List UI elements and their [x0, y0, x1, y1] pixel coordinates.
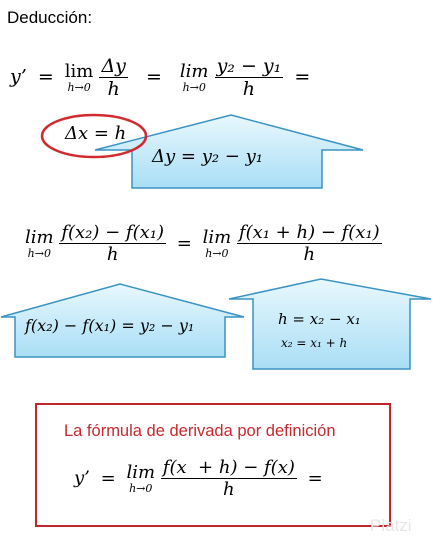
frac-den: h — [242, 78, 256, 100]
definition-equation — [74, 457, 328, 500]
lim-word: lim — [64, 60, 94, 82]
equals-sign: = — [294, 65, 311, 88]
frac-den: h — [106, 244, 119, 265]
fraction-fx1h-fx1 — [237, 222, 382, 265]
arrow3-line2: x₂ = x₁ + h — [281, 336, 348, 350]
lim-word: lim — [179, 60, 209, 82]
frac-den: h — [107, 78, 120, 100]
frac-num: Δy — [101, 55, 126, 77]
callout-arrow-delta-y — [0, 0, 443, 200]
derivative-equation-2 — [25, 222, 382, 265]
lim-sub: h→0 — [129, 481, 153, 495]
definition-box — [35, 403, 391, 527]
fraction-fx2-fx1 — [59, 222, 166, 265]
equals-sign: = — [145, 65, 162, 88]
arrow2-text: f(x₂) − f(x₁) = y₂ − y₁ — [25, 316, 195, 335]
lim-word: lim — [25, 226, 54, 248]
arrow1-text: Δy = y₂ − y₁ — [152, 146, 263, 167]
frac-num: f(x + h) − f(x) — [162, 457, 295, 478]
definition-label: La fórmula de derivada por definición — [64, 422, 336, 440]
watermark: Platzi — [370, 516, 412, 535]
circled-delta-x — [40, 113, 150, 159]
frac-num: f(x₁ + h) − f(x₁) — [238, 222, 380, 243]
frac-den: h — [223, 479, 235, 500]
callout-arrows-row — [0, 270, 443, 380]
limit-def — [126, 461, 156, 495]
equals-sign: = — [307, 467, 323, 489]
lim-word: lim — [202, 226, 232, 248]
arrow-shape — [0, 0, 443, 200]
lim-sub: h→0 — [182, 80, 206, 94]
lim-sub: h→0 — [67, 80, 91, 94]
y-prime: y’ — [74, 467, 90, 489]
limit-4 — [202, 226, 232, 260]
equals-sign: = — [37, 65, 54, 88]
frac-num: y₂ − y₁ — [216, 55, 282, 77]
lim-sub: h→0 — [27, 246, 51, 260]
equals-sign: = — [100, 467, 116, 489]
delta-x-text: Δx = h — [65, 123, 127, 144]
fraction-definition — [161, 457, 297, 500]
page-title: Deducción: — [7, 8, 93, 27]
frac-num: f(x₂) − f(x₁) — [61, 222, 165, 243]
limit-3 — [25, 226, 54, 260]
equals-sign: = — [176, 232, 192, 254]
y-prime: y’ — [10, 65, 27, 88]
frac-den: h — [303, 244, 316, 265]
arrow3-line1: h = x₂ − x₁ — [278, 310, 361, 328]
lim-word: lim — [126, 461, 156, 483]
lim-sub: h→0 — [205, 246, 229, 260]
